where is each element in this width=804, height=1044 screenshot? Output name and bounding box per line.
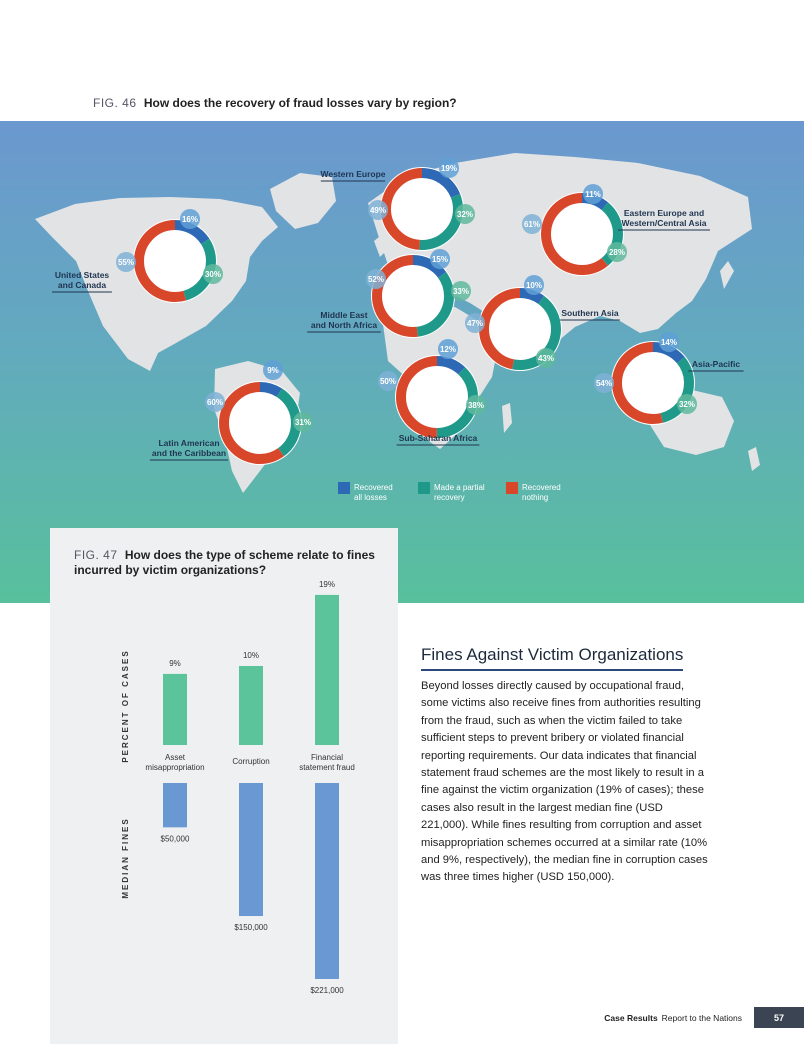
legend-label: nothing [522,493,549,502]
fig47-question: How does the type of scheme relate to fines incurred by victim organizations? [74,548,375,577]
legend [338,482,561,502]
value-label-recovered-all [430,249,450,269]
bar-percent-financial-statement-fraud [315,595,339,745]
legend-swatch [338,482,350,494]
value-label-recovered-all [439,158,459,178]
y-axis-label-fines: MEDIAN FINES [121,817,130,899]
footer-publication: Report to the Nations [661,1012,742,1023]
category-label: Corruption [232,757,270,766]
value-text: 31% [294,418,312,427]
region-name-line: Latin American [158,438,220,448]
fig46-number: FIG. 46 [93,96,137,110]
value-text: 14% [660,338,678,347]
bar-percent-label: 19% [318,579,336,589]
value-label-nothing [594,373,614,393]
donut-backing [395,355,479,439]
value-label-recovered-all [263,360,283,380]
value-label-nothing [116,252,136,272]
value-text: 55% [117,258,135,267]
fines-bar-chart [50,528,398,1044]
value-label-nothing [205,392,225,412]
value-text: 15% [431,255,449,264]
value-label-nothing [366,269,386,289]
bar-group-asset-misappropriation [145,659,204,843]
value-text: 10% [525,281,543,290]
bar-percent-asset-misappropriation [163,674,187,745]
legend-label: all losses [354,493,387,502]
value-text: 12% [439,345,457,354]
legend-item-partial [418,482,485,502]
region-name-line: Southern Asia [561,308,619,318]
value-text: 52% [367,275,385,284]
value-label-partial [536,348,556,368]
region-name-line: Sub-Saharan Africa [398,433,478,443]
legend-label: recovery [434,493,465,502]
value-label-partial [607,242,627,262]
value-label-recovered-all [659,332,679,352]
japan-shape [720,261,734,289]
region-name-line: Asia-Pacific [691,359,741,369]
bar-group-corruption [232,651,269,932]
legend-label: Recovered [354,483,393,492]
bar-group-financial-statement-fraud [299,580,355,995]
region-label-latin-american-and-the-caribbean [150,438,228,460]
value-label-partial [466,395,486,415]
value-text: 38% [467,401,485,410]
value-text: 32% [456,210,474,219]
value-text: 43% [537,354,555,363]
value-text: 49% [369,206,387,215]
fig47-number: FIG. 47 [74,548,118,562]
region-label-asia-pacific [688,359,743,371]
value-text: 9% [267,366,279,375]
value-label-recovered-all [438,339,458,359]
category-label: misappropriation [145,763,205,772]
value-text: 60% [206,398,224,407]
new-zealand-shape [748,447,760,471]
donut-backing [380,167,464,251]
value-label-nothing [522,214,542,234]
value-text: 16% [181,215,199,224]
region-label-middle-east-and-north-africa [307,310,381,332]
fig46-title [93,96,457,110]
page-number: 57 [754,1007,804,1028]
value-text: 32% [678,400,696,409]
bar-fine-label: $221,000 [310,986,344,995]
bar-percent-label: 10% [242,651,260,660]
region-name-line: Western Europe [320,169,386,179]
legend-swatch [506,482,518,494]
value-label-nothing [465,313,485,333]
legend-item-nothing [506,482,561,502]
value-text: 54% [595,379,613,388]
value-text: 30% [204,270,222,279]
region-name-line: United States [54,270,110,280]
fig47-card [50,528,398,1044]
bar-fine-corruption [239,783,263,916]
value-text: 19% [440,164,458,173]
region-name-line: and Canada [57,280,107,290]
donut-backing [540,192,624,276]
value-text: 61% [523,220,541,229]
bars [145,580,354,995]
bar-fine-label: $50,000 [160,834,190,844]
category-label: Asset [164,753,186,762]
value-label-partial [451,281,471,301]
region-name-line: Eastern Europe and [623,208,705,218]
donut-backing [218,381,302,465]
donut-asia-pacific [594,332,697,425]
footer-section: Case Results [604,1012,658,1023]
article-body: Beyond losses directly caused by occupational fraud, some victims also receive fines from authorities resulting from the fraud, such as when the victim failed to take sufficient steps to prevent bribery or violated financial reporting requirements. Our data indicates that financial statement fraud schemes are the most likely to result in a fine against the victim organization (19% of cases); these cases also result in the largest median fine (USD 221,000). While fines resulting from corruption and asset misappropriation schemes occurred at a similar rate (10% and 9%, respectively), the median fine in corruption cases was three times higher (USD 150,000). [421,680,708,884]
value-label-nothing [378,371,398,391]
article [421,645,711,887]
region-name-line: Middle East [320,310,368,320]
category-label: statement fraud [299,763,355,772]
value-label-partial [455,204,475,224]
value-text: 11% [585,190,601,199]
value-label-recovered-all [524,275,544,295]
value-text: 28% [608,248,626,257]
bar-percent-corruption [239,666,263,745]
category-label: Financial [310,753,344,762]
value-label-nothing [368,200,388,220]
page-footer [604,1007,804,1028]
value-label-partial [677,394,697,414]
value-text: 50% [379,377,397,386]
region-name-line: Western/Central Asia [621,218,707,228]
region-label-eastern-europe-and-western-central-asia [618,208,710,230]
value-label-partial [203,264,223,284]
value-label-partial [293,412,313,432]
value-text: 47% [466,319,484,328]
article-heading: Fines Against Victim Organizations [421,645,683,671]
value-label-recovered-all [180,209,200,229]
value-text: 33% [452,287,470,296]
region-name-line: and North Africa [310,320,378,330]
value-label-recovered-all [583,184,603,204]
bar-fine-financial-statement-fraud [315,783,339,979]
bar-fine-asset-misappropriation [163,783,187,827]
fig46-question: How does the recovery of fraud losses vary by region? [143,96,457,110]
legend-swatch [418,482,430,494]
region-name-line: and the Caribbean [151,448,227,458]
region-label-united-states-and-canada [52,270,112,292]
y-axis-label-percent: PERCENT OF CASES [121,649,130,763]
legend-label: Recovered [522,483,561,492]
legend-label: Made a partial [434,483,485,492]
bar-percent-label: 9% [169,658,181,668]
bar-fine-label: $150,000 [234,923,268,933]
madagascar-shape [502,403,512,433]
donut-backing [133,219,217,303]
legend-item-recovered-all [338,482,393,502]
